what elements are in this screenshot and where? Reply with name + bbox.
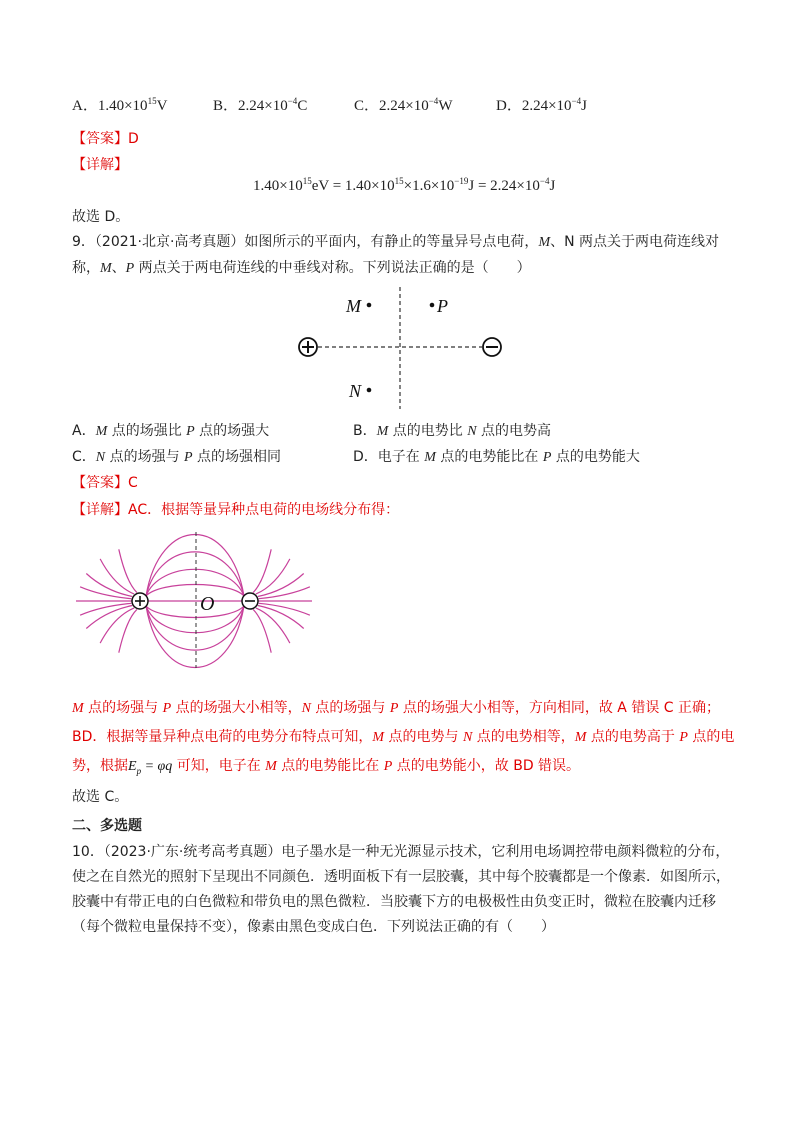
q8-answer: 【答案】D <box>72 131 139 147</box>
field-line <box>258 574 304 597</box>
text: 点的电势高 <box>476 423 551 439</box>
field-lines-figure <box>72 530 322 670</box>
text: 可知，电子在 <box>172 758 266 774</box>
option-letter: D． <box>496 98 522 114</box>
eq-exp: −19 <box>454 176 469 186</box>
field-line <box>86 574 132 597</box>
q9-option-c <box>72 446 281 466</box>
field-line <box>256 608 290 643</box>
text: D．电子在 <box>353 449 425 465</box>
text: 点的电势高于 <box>586 729 680 745</box>
option-mantissa: 2.24×10 <box>238 98 288 114</box>
eq-exp: 15 <box>302 176 312 186</box>
option-mantissa: 2.24×10 <box>521 98 572 114</box>
eq-part: eV = 1.40×10 <box>311 178 395 194</box>
option-unit: C <box>297 98 308 114</box>
eq-part: J = 2.24×10 <box>468 178 540 194</box>
q9-charges-figure <box>290 285 510 413</box>
q8-choose: 故选 D。 <box>72 209 130 225</box>
text: 点的场强大小相等，方向相同，故 A 错误 C 正确； <box>398 700 721 716</box>
text: 点的场强大小相等， <box>171 700 302 716</box>
text: 点的电势能小，故 BD 错误。 <box>392 758 581 774</box>
q9-option-d <box>353 446 640 466</box>
q10-line3: 胶囊中有带正电的白色微粒和带负电的黑色微粒．当胶囊下方的电极极性由负变正时，微粒在胶囊内迁移 <box>72 894 716 910</box>
option-letter: A． <box>72 98 98 114</box>
text: A． <box>72 423 96 439</box>
field-line <box>256 559 290 594</box>
text: 点的场强大 <box>194 423 270 439</box>
point-p-label: P <box>437 296 448 316</box>
var-m: M <box>100 261 112 276</box>
q8-option-b <box>213 94 307 115</box>
field-line <box>146 606 244 668</box>
q8-equation <box>253 178 555 195</box>
q8-detail-label: 【详解】 <box>72 157 128 173</box>
text: 点的场强与 <box>310 700 390 716</box>
q8-option-c <box>354 94 452 115</box>
option-exponent: −4 <box>571 96 582 106</box>
var-m: M <box>72 701 84 716</box>
section-heading: 二、多选题 <box>72 818 142 834</box>
option-unit: V <box>156 98 168 114</box>
q10-line4: （每个微粒电量保持不变），像素由黑色变成白色．下列说法正确的有（ ） <box>72 919 555 935</box>
text: 点的电势能比在 <box>435 449 543 465</box>
q8-option-d <box>496 94 587 115</box>
field-line <box>146 606 244 617</box>
eq-exp: −4 <box>539 176 550 186</box>
field-line <box>146 606 244 633</box>
eq-exp: 15 <box>394 176 404 186</box>
q8-option-a <box>72 94 167 115</box>
positive-charge-icon <box>132 593 148 609</box>
var-m: M <box>538 235 551 250</box>
formula-part: = φq <box>141 759 173 774</box>
text: 、N 两点关于两电荷连线对 <box>550 234 720 250</box>
q9-answer: 【答案】C <box>72 475 138 491</box>
point-p-dot <box>430 303 435 308</box>
option-unit: J <box>581 98 587 114</box>
var-m: M <box>372 730 385 745</box>
point-m-dot <box>367 303 372 308</box>
text: B． <box>353 423 377 439</box>
field-line <box>146 606 244 650</box>
var-n: N <box>95 450 106 465</box>
text: 点的电势与 <box>384 729 463 745</box>
text: 两点关于两电荷连线的中垂线对称。下列说法正确的是（ ） <box>134 260 531 276</box>
text: 点的场强与 <box>105 449 185 465</box>
var-m: M <box>376 424 389 439</box>
text: 点的场强比 <box>107 423 187 439</box>
q10-line2: 使之在自然光的照射下呈现出不同颜色．透明面板下有一层胶囊，其中每个胶囊都是一个像素．如图所示， <box>72 869 730 885</box>
option-mantissa: 1.40×10 <box>97 98 148 114</box>
q9-stem-line1 <box>72 231 719 251</box>
option-exponent: −4 <box>428 96 439 106</box>
eq-part: 1.40×10 <box>253 178 303 194</box>
text: 点的电势能比在 <box>276 758 384 774</box>
q9-stem-line2 <box>72 257 531 277</box>
option-exponent: −4 <box>287 96 298 106</box>
origin-label: O <box>200 593 215 615</box>
q9-detail-head: 【详解】AC．根据等量异种点电荷的电场线分布得： <box>72 502 400 518</box>
var-e: E <box>128 759 137 774</box>
q9-explanation-line3 <box>72 755 580 776</box>
var-p: P <box>162 701 172 716</box>
eq-part: J <box>549 178 556 194</box>
var-p: P <box>186 424 195 439</box>
text: 9．（2021·北京·高考真题）如图所示的平面内，有静止的等量异号点电荷， <box>72 234 539 250</box>
var-p: P <box>184 450 193 465</box>
var-n: N <box>467 424 477 439</box>
positive-charge-icon <box>299 338 317 356</box>
field-line <box>258 606 304 629</box>
field-line <box>146 585 244 596</box>
q9-explanation-line2 <box>72 726 734 746</box>
text: 、 <box>111 260 126 276</box>
subscript-p: p <box>136 765 142 776</box>
option-mantissa: 2.24×10 <box>379 98 429 114</box>
point-n-dot <box>367 388 372 393</box>
field-line <box>146 552 244 596</box>
option-unit: W <box>438 98 453 114</box>
text: BD．根据等量异种点电荷的电势分布特点可知， <box>72 729 373 745</box>
field-lines <box>76 535 312 668</box>
var-n: N <box>462 730 473 745</box>
q9-option-b <box>353 420 551 440</box>
var-m: M <box>95 424 108 439</box>
var-m: M <box>424 450 436 465</box>
var-p: P <box>679 730 688 745</box>
point-m-label: M <box>346 296 361 316</box>
eq-part: ×1.6×10 <box>403 178 455 194</box>
q9-explanation-line1 <box>72 697 720 717</box>
var-p: P <box>125 261 135 276</box>
text: 点的场强与 <box>83 700 163 716</box>
text: 势，根据 <box>72 758 128 774</box>
var-m: M <box>574 730 587 745</box>
var-m: M <box>265 759 277 774</box>
text: C． <box>72 449 96 465</box>
field-line <box>146 569 244 596</box>
field-line <box>86 606 132 629</box>
text: 点的电势相等， <box>472 729 575 745</box>
q10-line1: 10．（2023·广东·统考高考真题）电子墨水是一种无光源显示技术，它利用电场调控带电颜料微粒的分布， <box>72 844 730 860</box>
negative-charge-icon <box>242 593 258 609</box>
text: 点的电 <box>687 729 735 745</box>
text: 点的电势比 <box>388 423 468 439</box>
text: 点的电势能大 <box>551 449 640 465</box>
var-p: P <box>383 759 393 774</box>
q9-option-a <box>72 420 269 440</box>
text: 点的场强相同 <box>192 449 282 465</box>
negative-charge-icon <box>483 338 501 356</box>
field-line <box>100 559 134 594</box>
var-p: P <box>542 450 552 465</box>
var-p: P <box>389 701 399 716</box>
option-letter: B． <box>213 98 239 114</box>
text: 称， <box>72 260 100 276</box>
var-n: N <box>301 701 311 716</box>
option-letter: C． <box>354 98 380 114</box>
field-line <box>146 535 244 597</box>
q9-choose: 故选 C。 <box>72 789 129 805</box>
point-n-label: N <box>349 381 362 401</box>
field-line <box>100 608 134 643</box>
option-exponent: 15 <box>147 96 157 106</box>
